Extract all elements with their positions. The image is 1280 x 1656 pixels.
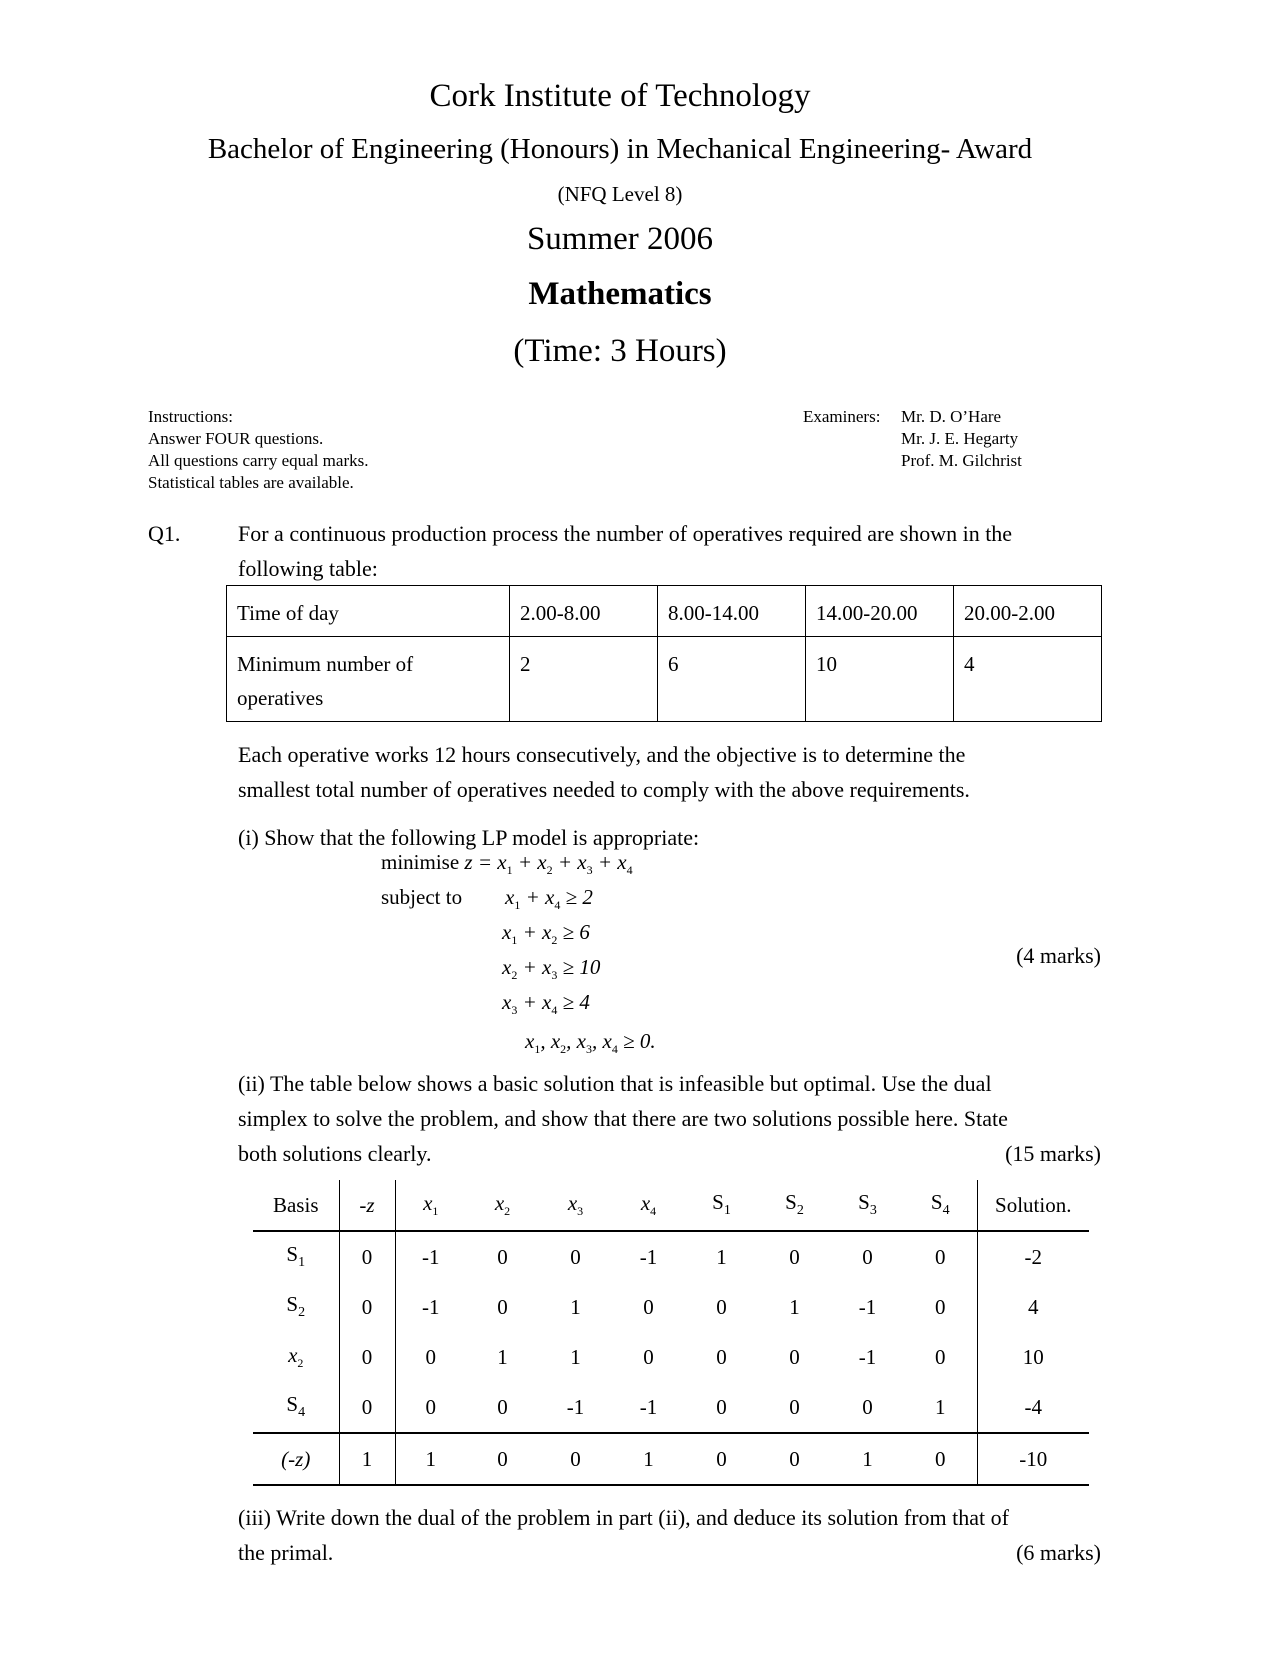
tableau-cell: 0 xyxy=(935,1294,946,1319)
instruction-line: All questions carry equal marks. xyxy=(148,451,369,470)
programme-title: Bachelor of Engineering (Honours) in Mechanical Engineering- Award xyxy=(207,133,1033,165)
basis-cell xyxy=(253,1433,339,1485)
institution-title: Cork Institute of Technology xyxy=(429,78,811,114)
requirements-table xyxy=(226,585,1102,722)
tableau-cell: 0 xyxy=(497,1446,508,1471)
time-cell: 2.00-8.00 xyxy=(510,586,658,637)
subject-title: Mathematics xyxy=(528,276,712,312)
solution-cell: 10 xyxy=(977,1332,1089,1382)
tableau-cell: 0 xyxy=(862,1394,873,1419)
instructions-title: Instructions: xyxy=(148,407,233,426)
exam-session: Summer 2006 xyxy=(526,221,714,257)
tableau-cell: 0 xyxy=(935,1244,946,1269)
intro-line: following table: xyxy=(238,556,378,581)
row-header-time: Time of day xyxy=(227,586,510,637)
x2-header: $x_2$ xyxy=(494,1190,511,1219)
tableau-cell: 0 xyxy=(497,1244,508,1269)
objective-line xyxy=(381,850,633,878)
marks-part-iii: (6 marks) xyxy=(1016,1540,1101,1565)
marks-part-ii: (15 marks) xyxy=(1005,1141,1101,1166)
tableau-cell: 1 xyxy=(862,1446,873,1471)
tableau-cell: -1 xyxy=(639,1244,658,1269)
constraint-3: $x_2 + x_3 \ge 10$ xyxy=(502,955,601,983)
tableau-cell: 1 xyxy=(395,1433,466,1485)
question-number: Q1. xyxy=(148,521,181,546)
tableau-cell: -1 xyxy=(566,1394,585,1419)
basis-cell: $x_2$ xyxy=(288,1342,304,1371)
slack-header: $S_3$ xyxy=(858,1190,877,1219)
part-ii-line: (ii) The table below shows a basic solution that is infeasible but optimal. Use the dual xyxy=(238,1071,992,1096)
examiner-name: Prof. M. Gilchrist xyxy=(901,451,1022,470)
instruction-line: Answer FOUR questions. xyxy=(148,429,324,448)
tableau-cell: 0 xyxy=(570,1244,581,1269)
slack-header: $S_4$ xyxy=(930,1190,950,1219)
minimum-cell: 4 xyxy=(954,637,1102,722)
tableau-cell: 0 xyxy=(339,1382,395,1433)
tableau-cell: 0 xyxy=(935,1446,946,1471)
paragraph-line: Each operative works 12 hours consecutively, and the objective is to determine the xyxy=(238,742,966,767)
table-row xyxy=(253,1231,1089,1282)
instruction-line: Statistical tables are available. xyxy=(148,473,354,492)
intro-line: For a continuous production process the number of operatives required are shown in the xyxy=(238,521,1013,546)
tableau-cell: -1 xyxy=(395,1282,466,1332)
paragraph-operatives xyxy=(238,737,970,807)
simplex-tableau xyxy=(253,1180,1089,1486)
tableau-cell: 0 xyxy=(395,1332,466,1382)
nonnegativity-constraint: $x_1$, $x_2$, $x_3$, $x_4 \ge 0$. xyxy=(525,1029,656,1057)
tableau-cell: 0 xyxy=(339,1231,395,1282)
tableau-cell: 0 xyxy=(339,1282,395,1332)
slack-header: $S_2$ xyxy=(785,1190,804,1219)
solution-cell: -10 xyxy=(977,1433,1089,1485)
tableau-cell: 0 xyxy=(643,1294,654,1319)
time-cell: 14.00-20.00 xyxy=(806,586,954,637)
constraint-1: $x_1 + x_4 \ge 2$ xyxy=(505,885,593,913)
examiner-name: Mr. J. E. Hegarty xyxy=(901,429,1019,448)
part-ii-text xyxy=(238,1066,1008,1171)
marks-part-i: (4 marks) xyxy=(1016,943,1101,968)
part-iii-line: (iii) Write down the dual of the problem in part (ii), and deduce its solution from that of xyxy=(238,1505,1009,1530)
question-intro xyxy=(238,516,1012,586)
tableau-cell: 0 xyxy=(862,1244,873,1269)
tableau-cell: 1 xyxy=(570,1344,581,1369)
instructions-block xyxy=(148,406,368,494)
tableau-cell: 0 xyxy=(497,1394,508,1419)
tableau-cell: 0 xyxy=(716,1446,727,1471)
row-header-minimum xyxy=(227,637,510,722)
tableau-cell: 0 xyxy=(789,1344,800,1369)
tableau-cell: -1 xyxy=(639,1394,658,1419)
table-row xyxy=(253,1332,1089,1382)
x4-header: $x_4$ xyxy=(640,1190,657,1219)
part-iii-line: the primal. xyxy=(238,1540,334,1565)
minimum-cell: 6 xyxy=(658,637,806,722)
slack-header: $S_1$ xyxy=(712,1190,731,1219)
objective-function: $z = x_1 + x_2 + x_3 + x_4$ xyxy=(464,850,633,878)
solution-header: Solution. xyxy=(977,1180,1089,1231)
examiners-list xyxy=(901,406,1022,472)
objective-basis: (-z) xyxy=(281,1446,311,1471)
part-ii-line: simplex to solve the problem, and show that there are two solutions possible here. State xyxy=(238,1106,1008,1131)
x1-header: $x_1$ xyxy=(395,1180,466,1231)
tableau-cell: 1 xyxy=(339,1433,395,1485)
paragraph-line: smallest total number of operatives needed to comply with the above requirements. xyxy=(238,777,970,802)
tableau-cell: 1 xyxy=(935,1394,946,1419)
table-row xyxy=(253,1382,1089,1433)
row-header-line: operatives xyxy=(237,686,324,710)
tableau-cell: 1 xyxy=(643,1446,654,1471)
tableau-cell: 0 xyxy=(789,1394,800,1419)
tableau-cell: -1 xyxy=(858,1294,877,1319)
tableau-cell: 0 xyxy=(643,1344,654,1369)
x3-header: $x_3$ xyxy=(567,1190,584,1219)
solution-cell: -2 xyxy=(977,1231,1089,1282)
tableau-cell: 0 xyxy=(339,1332,395,1382)
tableau-cell: -1 xyxy=(395,1231,466,1282)
minimum-cell: 2 xyxy=(510,637,658,722)
table-row xyxy=(253,1282,1089,1332)
tableau-cell: 0 xyxy=(935,1344,946,1369)
tableau-cell: 0 xyxy=(570,1446,581,1471)
time-cell: 8.00-14.00 xyxy=(658,586,806,637)
time-cell: 20.00-2.00 xyxy=(954,586,1102,637)
solution-cell: 4 xyxy=(977,1282,1089,1332)
objective-row xyxy=(253,1433,1089,1485)
row-header-line: Minimum number of xyxy=(237,652,414,676)
minimise-word: minimise xyxy=(381,850,460,874)
tableau-cell: 0 xyxy=(395,1382,466,1433)
neg-z-header: -z xyxy=(359,1192,375,1217)
tableau-cell: -1 xyxy=(858,1344,877,1369)
tableau-cell: 1 xyxy=(789,1294,800,1319)
tableau-cell: 0 xyxy=(789,1446,800,1471)
exam-duration: (Time: 3 Hours) xyxy=(513,333,727,369)
part-i-text: (i) Show that the following LP model is appropriate: xyxy=(238,825,700,850)
tableau-cell: 0 xyxy=(716,1394,727,1419)
subject-to-label: subject to xyxy=(381,885,463,909)
solution-cell: -4 xyxy=(977,1382,1089,1433)
tableau-header-row xyxy=(253,1180,1089,1231)
table-row xyxy=(227,586,1102,637)
examiner-name: Mr. D. O’Hare xyxy=(901,407,1002,426)
tableau-cell: 0 xyxy=(716,1344,727,1369)
tableau-cell: 1 xyxy=(570,1294,581,1319)
basis-header: Basis xyxy=(272,1192,319,1217)
constraint-2: $x_1 + x_2 \ge 6$ xyxy=(502,920,590,948)
tableau-cell: 0 xyxy=(716,1294,727,1319)
examiners-label: Examiners: xyxy=(803,407,881,426)
basis-cell: $S_1$ xyxy=(286,1242,306,1271)
table-row xyxy=(227,637,1102,722)
basis-cell: $S_2$ xyxy=(286,1292,306,1321)
basis-cell: $S_4$ xyxy=(286,1392,306,1421)
nfq-level: (NFQ Level 8) xyxy=(557,182,683,206)
part-ii-line: both solutions clearly. xyxy=(238,1141,432,1166)
tableau-cell: 1 xyxy=(716,1244,727,1269)
tableau-cell: 0 xyxy=(497,1294,508,1319)
tableau-cell: 1 xyxy=(497,1344,508,1369)
tableau-cell: 0 xyxy=(789,1244,800,1269)
minimum-cell: 10 xyxy=(806,637,954,722)
constraint-4: $x_3 + x_4 \ge 4$ xyxy=(502,990,590,1018)
part-iii-text xyxy=(238,1500,1009,1570)
